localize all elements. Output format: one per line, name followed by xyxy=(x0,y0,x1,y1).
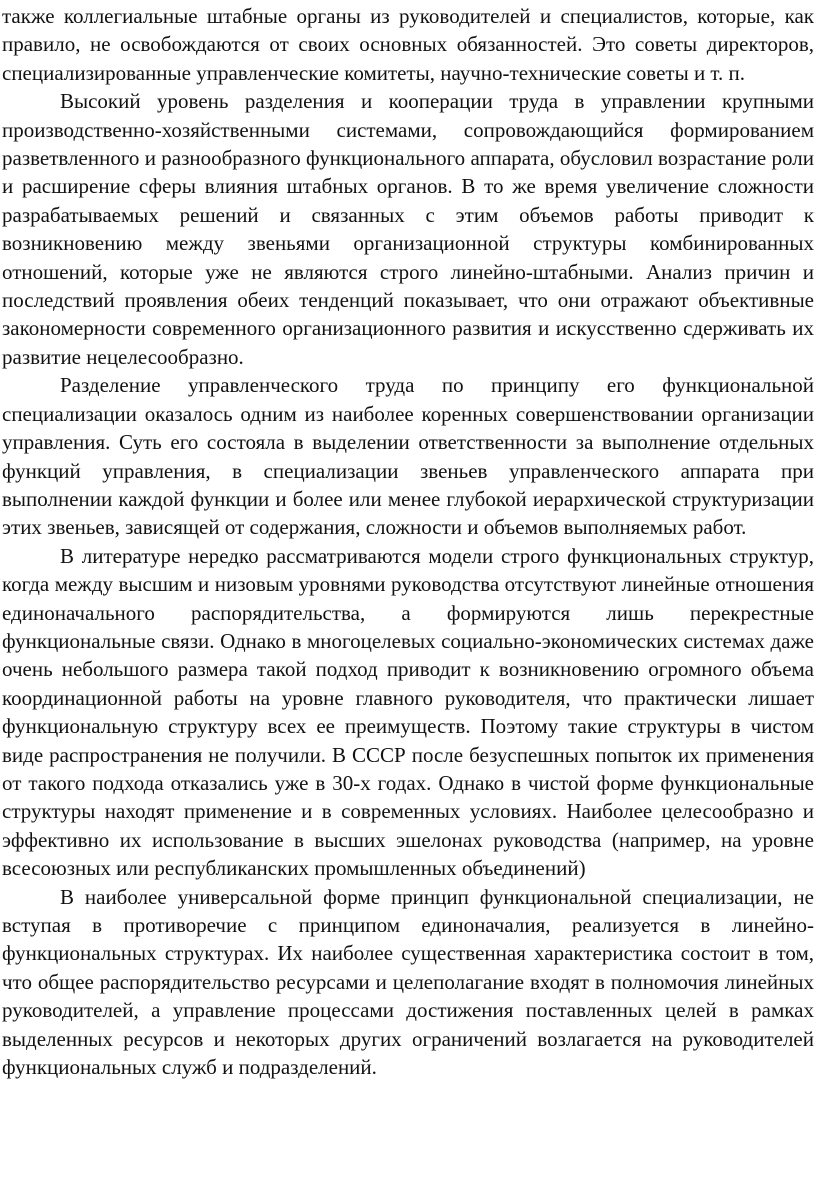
paragraph-4: В литературе нередко рассматриваются модели строго функциональных структур, когда между высшим и низовым уровнями руководства отсутствуют линейные отношения единоначального распорядительства, а формируются лишь перекрестные функциональные связи. Однако в многоцелевых социально-экономических системах даже очень небольшого размера такой подход приводит к возникновению огромного объема координационной работы на уровне главного руководителя, что практически лишает функциональную структуру всех ее преимуществ. Поэтому такие структуры в чистом виде распространения не получили. В СССР после безуспешных попыток их применения от такого подхода отказались уже в 30-х годах. Однако в чистой форме функциональные структуры находят применение и в современных условиях. Наиболее целесообразно и эффективно их использование в высших эшелонах руководства (например, на уровне всесоюзных или республиканских промышленных объединений) xyxy=(2,543,814,881)
paragraph-3: Разделение управленческого труда по принципу его функциональной специализации оказалось одним из наиболее коренных совершенствовании организации управления. Суть его состояла в выделении ответственности за выполнение отдельных функций управления, в специализации звеньев управленческого аппарата при выполнении каждой функции и более или менее глубокой иерархической структуризации этих звеньев, зависящей от содержания, сложности и объемов выполняемых работ. xyxy=(2,373,814,540)
paragraph-2: Высокий уровень разделения и кооперации труда в управлении крупными производственно-хозяйственными системами, сопровождающийся формированием разветвленного и разнообразного функционального аппарата, обусловил возрастание роли и расширение сферы влияния штабных органов. В то же время увеличение сложности разрабатываемых решений и связанных с этим объемов работы приводит к возникновению между звеньями организационной структуры комбинированных отношений, которые уже не являются строго линейно-штабными. Анализ причин и последствий проявления обеих тенденций показывает, что они отражают объективные закономерности современного организационного развития и искусственно сдерживать их развитие нецелесообразно. xyxy=(2,89,814,369)
paragraph-1: также коллегиальные штабные органы из руководителей и специалистов, которые, как правило, не освобождаются от своих основных обязанностей. Это советы директоров, специализированные управленческие комитеты, научно-технические советы и т. п. xyxy=(2,4,814,85)
paragraph-5: В наиболее универсальной форме принцип функциональной специализации, не вступая в противоречие с принципом единоначалия, реализуется в линейно-функциональных структурах. Их наиболее существенная характеристика состоит в том, что общее распорядительство ресурсами и целеполагание входят в полномочия линейных руководителей, а управление процессами достижения поставленных целей в рамках выделенных ресурсов и некоторых других ограничений возлагается на руководителей функциональных служб и подразделений. xyxy=(2,884,814,1080)
